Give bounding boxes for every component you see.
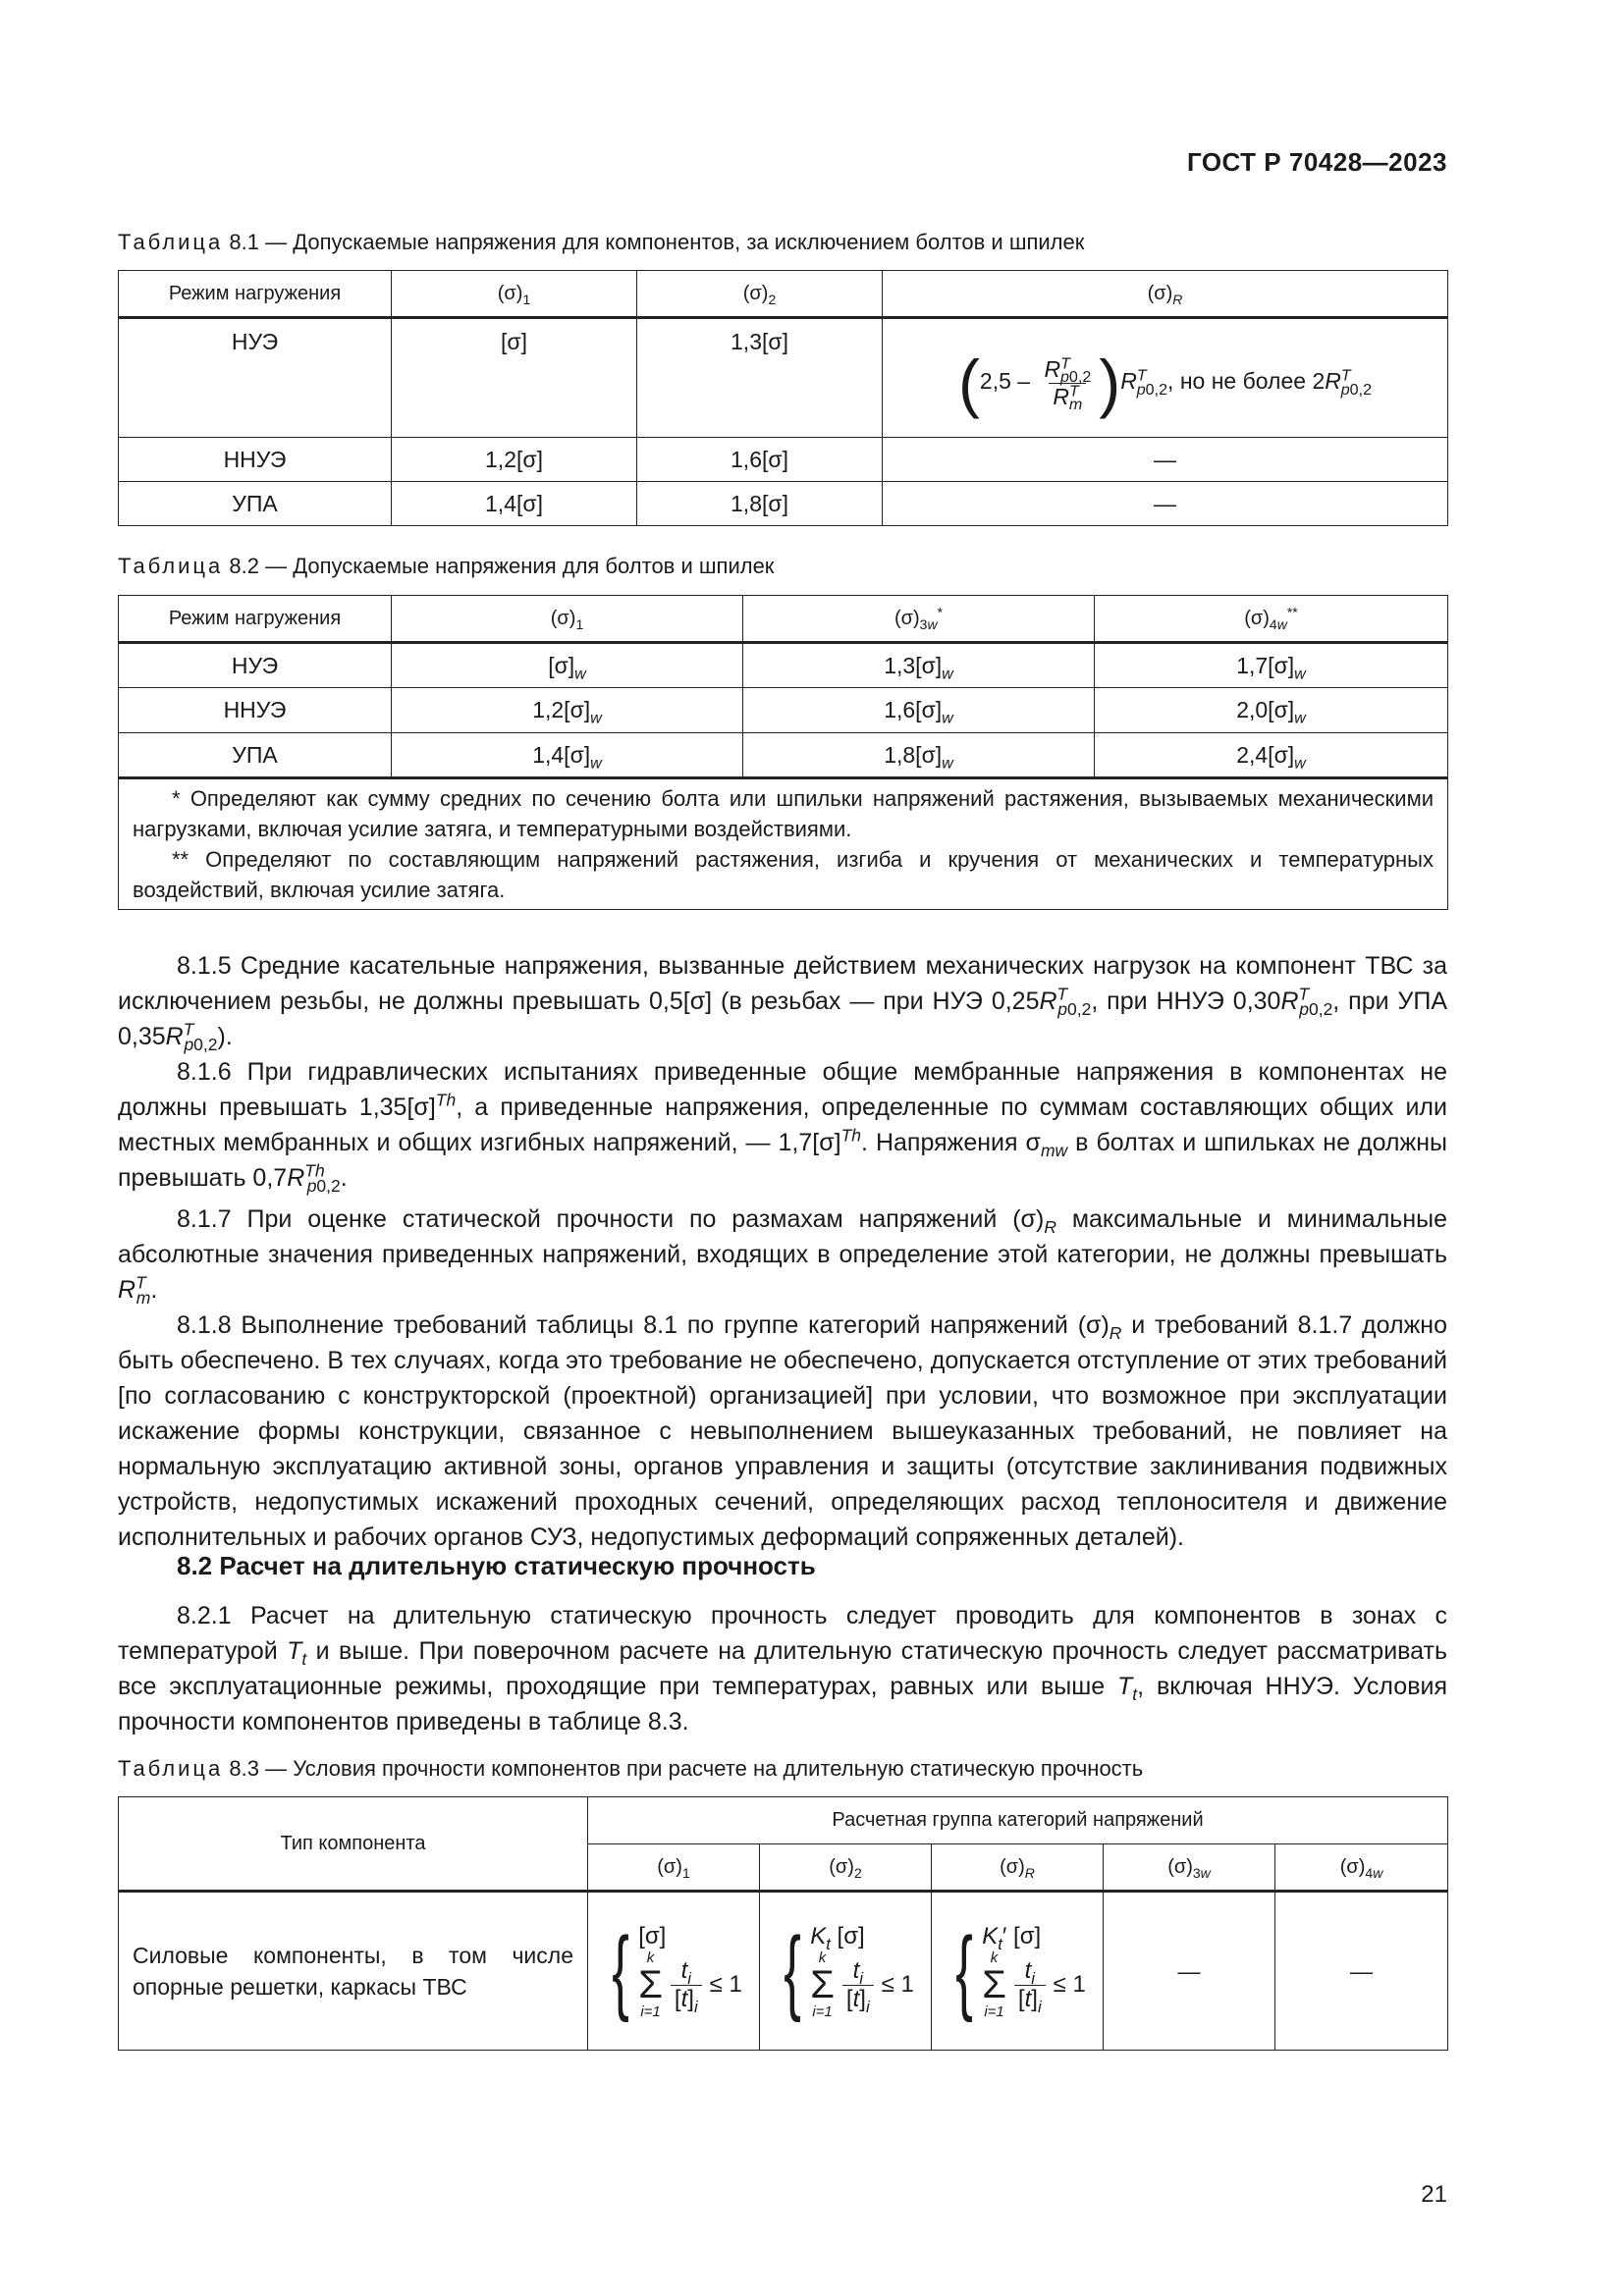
- cell-s1: [σ]: [392, 318, 637, 438]
- table-row: [119, 643, 1448, 688]
- cell-component-type: Силовые компоненты, в том числе опорные решетки, каркасы ТВС: [119, 1892, 588, 2051]
- cell-mode: НУЭ: [119, 643, 392, 688]
- cell-s1: 1,2[σ]: [392, 438, 637, 482]
- header-sigma-1: $(\sigma)_1$: [588, 1844, 760, 1892]
- cell-s1: $1,2[\sigma]_w$: [392, 688, 743, 733]
- table-caption-text: 8.1 — Допускаемые напряжения для компонентов, за исключением болтов и шпилек: [229, 230, 1085, 254]
- header-sigma-3w: $(\sigma)_{3w}$: [1104, 1844, 1275, 1892]
- cell-condition-sR: { $K_t'$ [σ] k Σ i=1 $\frac{t_i}{[t]_i}$ ≤ 1: [932, 1892, 1104, 2051]
- cell-s1: $[\sigma]_w$: [392, 643, 743, 688]
- header-component-type: Тип компонента: [119, 1797, 588, 1892]
- table-8-1: [118, 270, 1448, 526]
- cell-mode: НУЭ: [119, 318, 392, 438]
- table-header-row: [119, 1797, 1448, 1844]
- table-row: [119, 438, 1448, 482]
- table-8-2: [118, 595, 1448, 910]
- cell-s3w: $1,8[\sigma]_w$: [743, 733, 1095, 778]
- table-8-1-caption: [118, 228, 1084, 257]
- header-mode: Режим нагружения: [119, 596, 392, 643]
- paragraph-8-1-8: 8.1.8 Выполнение требований таблицы 8.1 по группе категорий напряжений $(\sigma)_R$ и требований 8.1.7 должно быть обеспечено. В тех случаях, когда это требование не обеспечено, допускается отступление от этих требований [по согласованию с конструкторской (проектной) организацией] при условии, что возможное при эксплуатации искажение формы конструкции, связанное с невыполнением вышеуказанных требований, не повлияет на нормальную эксплуатацию активной зоны, органов управления и защиты (отсутствие заклинивания подвижных устройств, недопустимых искажений проходных сечений, определяющих расход теплоносителя и движение исполнительных и рабочих органов СУЗ, недопустимых деформаций сопряженных деталей).: [118, 1311, 1448, 1551]
- table-row: [119, 1892, 1448, 2051]
- paragraph-8-1-7: 8.1.7 При оценке статической прочности по размахам напряжений $(\sigma)_R$ максимальные и минимальные абсолютные значения приведенных напряжений, входящих в определение этой категории, не должны превышать $R^T_m$.: [118, 1205, 1448, 1308]
- table-caption-text: 8.3 — Условия прочности компонентов при расчете на длительную статическую прочность: [229, 1756, 1144, 1781]
- cell-condition-s1: { [σ] k Σ i=1 $\frac{t_i}{[t]_i}$ ≤ 1: [588, 1892, 760, 2051]
- header-sigma-1: $(\sigma)_1$: [392, 596, 743, 643]
- cell-s4w: $1,7[\sigma]_w$: [1095, 643, 1448, 688]
- cell-s3w: $1,3[\sigma]_w$: [743, 643, 1095, 688]
- header-stress-group: Расчетная группа категорий напряжений: [588, 1797, 1448, 1844]
- table-notes-row: [119, 778, 1448, 910]
- header-sigma-R: $(\sigma)_R$: [883, 271, 1448, 318]
- cell-condition-s2: { $K_t$ [σ] k Σ i=1 $\frac{t_i}{[t]_i}$ ≤ 1: [760, 1892, 932, 2051]
- body-paragraphs: [118, 948, 1447, 1555]
- paragraph-8-2-1-block: [118, 1598, 1447, 1739]
- table-header-row: [119, 596, 1448, 643]
- table-row: [119, 688, 1448, 733]
- cell-s4w: $2,4[\sigma]_w$: [1095, 733, 1448, 778]
- page-number: 21: [1421, 2181, 1447, 2208]
- header-sigma-3w: $(\sigma)_{3w}^*$: [743, 596, 1095, 643]
- table-caption-lead: Таблица: [118, 554, 224, 578]
- section-heading-8-2: 8.2 Расчет на длительную статическую прочность: [177, 1551, 816, 1580]
- cell-mode: ННУЭ: [119, 438, 392, 482]
- cell-s3w: —: [1104, 1892, 1275, 2051]
- header-sigma-R: $(\sigma)_R$: [932, 1844, 1104, 1892]
- paragraph-8-1-6: 8.1.6 При гидравлических испытаниях приведенные общие мембранные напряжения в компонентах не должны превышать $1,35[\sigma]^{Th}$, а приведенные напряжения, определенные по суммам составляющих общих или местных мембранных и общих изгибных напряжений, — $1,7[\sigma]^{Th}$. Напряжения $\sigma_{mw}$ в болтах и шпильках не должны превышать $0,7R^{Th}_{p0,2}$.: [118, 1058, 1448, 1196]
- cell-mode: ННУЭ: [119, 688, 392, 733]
- header-sigma-4w: $(\sigma)_{4w}^{**}$: [1095, 596, 1448, 643]
- cell-formula-sR: (2,5 – $\frac{R^T_{p0,2}}{R^T_m}$ )$R^T_{p0,2}$, но не более $2R^T_{p0,2}$: [883, 318, 1448, 438]
- cell-s4w: $2,0[\sigma]_w$: [1095, 688, 1448, 733]
- cell-s4w: —: [1275, 1892, 1448, 2051]
- header-sigma-2: $(\sigma)_2$: [637, 271, 883, 318]
- paragraph-8-1-5: 8.1.5 Средние касательные напряжения, вызванные действием механических нагрузок на компонент ТВС за исключением резьбы, не должны превышать 0,5[σ] (в резьбах — при НУЭ $0,25R^T_{p0,2}$, при ННУЭ $0,30R^T_{p0,2}$, при УПА $0,35R^T_{p0,2}$).: [118, 952, 1447, 1054]
- table-caption-lead: Таблица: [118, 230, 224, 254]
- table-caption-text: 8.2 — Допускаемые напряжения для болтов и шпилек: [229, 554, 775, 578]
- table-notes: [119, 778, 1448, 910]
- cell-s1: $1,4[\sigma]_w$: [392, 733, 743, 778]
- table-note-1: * Определяют как сумму средних по сечению болта или шпильки напряжений растяжения, вызываемых механическими нагрузками, включая усилие затяга, и температурными воздействиями.: [133, 786, 1434, 841]
- table-row: [119, 482, 1448, 526]
- cell-s2: 1,6[σ]: [637, 438, 883, 482]
- formula-suffix: , но не более 2: [1167, 368, 1326, 395]
- table-8-3: [118, 1796, 1448, 2051]
- cell-sR: —: [883, 482, 1448, 526]
- cell-s2: 1,8[σ]: [637, 482, 883, 526]
- table-row: [119, 318, 1448, 438]
- cell-sR: —: [883, 438, 1448, 482]
- table-8-3-caption: [118, 1754, 1143, 1784]
- table-header-row: [119, 271, 1448, 318]
- header-sigma-4w: $(\sigma)_{4w}$: [1275, 1844, 1448, 1892]
- cell-s3w: $1,6[\sigma]_w$: [743, 688, 1095, 733]
- header-sigma-2: $(\sigma)_2$: [760, 1844, 932, 1892]
- table-row: [119, 733, 1448, 778]
- header-mode: Режим нагружения: [119, 271, 392, 318]
- cell-s2: 1,3[σ]: [637, 318, 883, 438]
- cell-s1: 1,4[σ]: [392, 482, 637, 526]
- table-caption-lead: Таблица: [118, 1756, 224, 1781]
- table-8-2-caption: [118, 552, 774, 581]
- cell-mode: УПА: [119, 482, 392, 526]
- header-sigma-1: $(\sigma)_1$: [392, 271, 637, 318]
- cell-mode: УПА: [119, 733, 392, 778]
- formula-fraction: $\frac{R^T_{p0,2}}{R^T_m}$: [1044, 353, 1092, 414]
- paragraph-8-2-1: 8.2.1 Расчет на длительную статическую прочность следует проводить для компонентов в зонах с температурой $T_t$ и выше. При поверочном расчете на длительную статическую прочность следует рассматривать все эксплуатационные режимы, проходящие при температурах, равных или выше $T_t$, включая ННУЭ. Условия прочности компонентов приведены в таблице 8.3.: [118, 1602, 1447, 1735]
- table-note-2: ** Определяют по составляющим напряжений растяжения, изгиба и кручения от механических и температурных воздействий, включая усилие затяга.: [133, 847, 1434, 902]
- document-standard-id: ГОСТ Р 70428—2023: [1186, 147, 1447, 177]
